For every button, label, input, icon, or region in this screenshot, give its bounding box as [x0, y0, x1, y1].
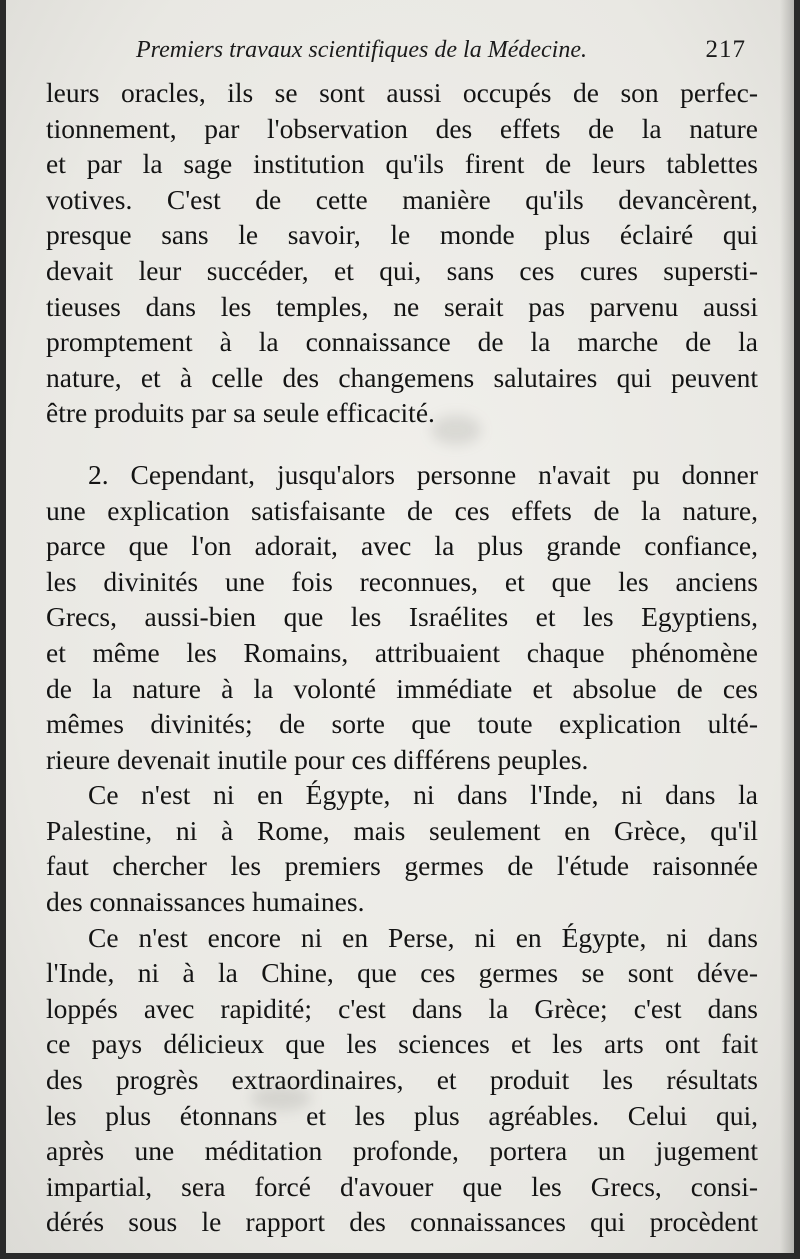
- text-line: et même les Romains, attribuaient chaque phénomène: [46, 636, 758, 668]
- text-line: les plus étonnans et les plus agréables. Celui qui,: [46, 1099, 758, 1131]
- page-number: 217: [705, 36, 746, 63]
- text-line: Ce n'est ni en Égypte, ni dans l'Inde, ni dans la: [88, 779, 758, 811]
- text-line: les divinités une fois reconnues, et que les anciens: [46, 565, 758, 597]
- body-text: [46, 75, 758, 1240]
- text-line: devait leur succéder, et qui, sans ces cures supersti-: [46, 254, 758, 286]
- text-line: impartial, sera forcé d'avouer que les Grecs, consi-: [46, 1170, 758, 1202]
- text-line: presque sans le savoir, le monde plus éclairé qui: [46, 219, 758, 251]
- text-line: rieure devenait inutile pour ces différens peuples.: [46, 743, 589, 775]
- text-line: loppés avec rapidité; c'est dans la Grèce; c'est dans: [46, 992, 758, 1024]
- text-line: après une méditation profonde, portera un jugement: [46, 1135, 758, 1167]
- text-line: des progrès extraordinaires, et produit les résultats: [46, 1064, 758, 1096]
- text-line: Grecs, aussi-bien que les Israélites et les Egyptiens,: [46, 601, 758, 633]
- text-line: une explication satisfaisante de ces effets de la nature,: [46, 494, 758, 526]
- text-line: tieuses dans les temples, ne serait pas parvenu aussi: [46, 290, 758, 322]
- section-gap: [46, 431, 758, 457]
- text-line: promptement à la connaissance de la marche de la: [46, 326, 758, 358]
- text-line: Ce n'est encore ni en Perse, ni en Égypte, ni dans: [88, 921, 758, 953]
- text-line: 2. Cependant, jusqu'alors personne n'avait pu donner: [88, 458, 758, 490]
- text-line: de la nature à la volonté immédiate et absolue de ces: [46, 672, 758, 704]
- running-header: [136, 36, 746, 64]
- text-line: l'Inde, ni à la Chine, que ces germes se sont déve-: [46, 957, 758, 989]
- text-line: leurs oracles, ils se sont aussi occupés de son perfec-: [46, 77, 758, 108]
- text-line: et par la sage institution qu'ils firent de leurs tablettes: [46, 148, 758, 180]
- header-title: Premiers travaux scientifiques de la Médecine.: [136, 37, 587, 63]
- text-line: tionnement, par l'observation des effets de la nature: [46, 112, 758, 144]
- text-line: être produits par sa seule efficacité.: [46, 397, 435, 429]
- page-edge-shadow: [780, 0, 794, 1253]
- text-line: votives. C'est de cette manière qu'ils devancèrent,: [46, 183, 758, 215]
- text-line: dérés sous le rapport des connaissances qui procèdent: [46, 1206, 758, 1238]
- text-line: mêmes divinités; de sorte que toute explication ulté-: [46, 708, 758, 740]
- text-line: ce pays délicieux que les sciences et les arts ont fait: [46, 1028, 758, 1060]
- text-line: faut chercher les premiers germes de l'étude raisonnée: [46, 850, 758, 882]
- text-line: parce que l'on adorait, avec la plus grande confiance,: [46, 530, 758, 562]
- text-line: Palestine, ni à Rome, mais seulement en Grèce, qu'il: [46, 814, 758, 846]
- book-page: [6, 0, 794, 1253]
- text-line: nature, et à celle des changemens salutaires qui peuvent: [46, 361, 758, 393]
- text-line: des connaissances humaines.: [46, 886, 365, 918]
